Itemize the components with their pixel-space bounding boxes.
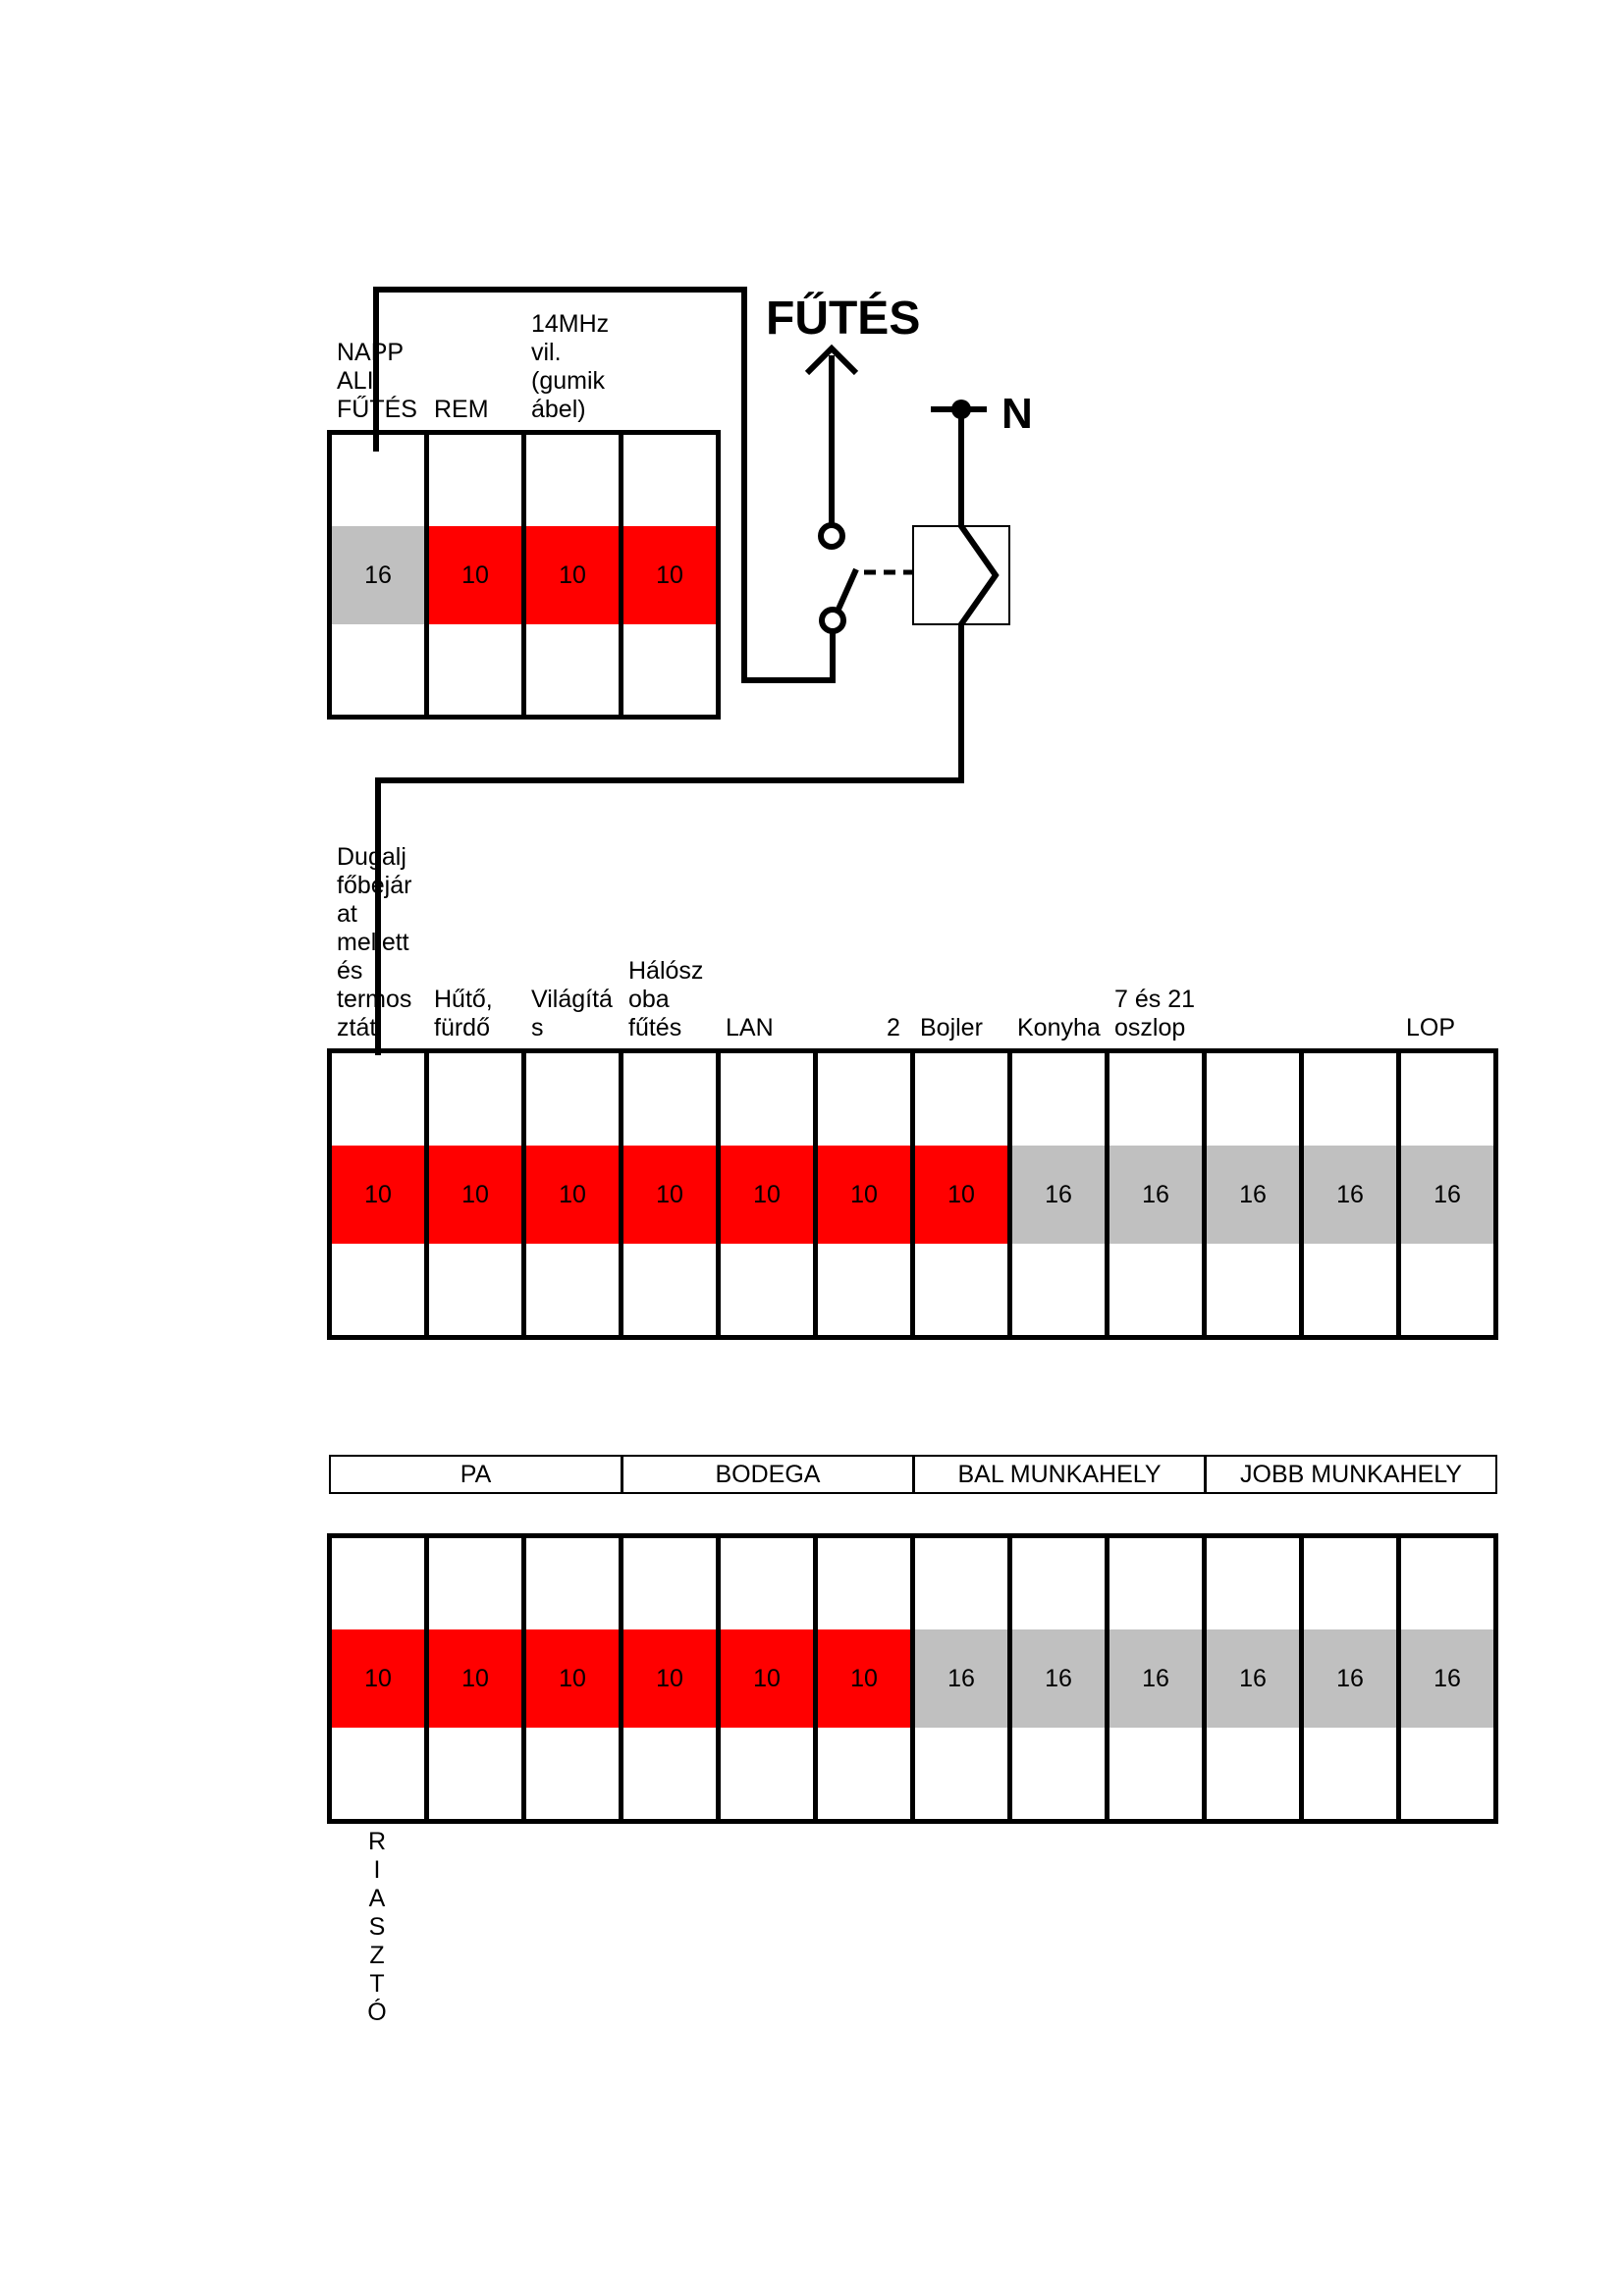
breaker-label: LOP [1406, 1014, 1456, 1041]
breaker-rating: 16 [1304, 1146, 1396, 1244]
group-jobb-munkahely: JOBB MUNKAHELY [1205, 1455, 1497, 1494]
breaker-label: REM [434, 396, 489, 423]
breaker-1 [327, 430, 429, 720]
breaker-rating: 16 [1401, 1146, 1493, 1244]
breaker-1 [327, 1533, 429, 1824]
breaker-4 [619, 1533, 721, 1824]
breaker-10 [1202, 1048, 1304, 1340]
breaker-rating: 16 [1207, 1629, 1299, 1728]
group-pa: PA [329, 1455, 622, 1494]
breaker-label: Bojler [920, 1014, 983, 1041]
breaker-2 [424, 430, 526, 720]
switch-terminal-top [821, 525, 842, 547]
breaker-rating: 10 [526, 526, 619, 624]
riaszto-letter: S [368, 1913, 386, 1941]
riaszto-letter: I [373, 1856, 381, 1884]
breaker-rating: 10 [818, 1146, 910, 1244]
breaker-12 [1396, 1048, 1498, 1340]
breaker-rating: 10 [623, 1629, 716, 1728]
breaker-rating: 10 [332, 1629, 424, 1728]
breaker-rating: 10 [429, 1629, 521, 1728]
breaker-label: LAN [726, 1014, 774, 1041]
neutral-terminal [951, 400, 971, 419]
breaker-6 [813, 1533, 915, 1824]
breaker-rating: 10 [429, 526, 521, 624]
breaker-rating: 16 [915, 1629, 1007, 1728]
breaker-3 [521, 1048, 623, 1340]
riaszto-letter: Z [369, 1942, 385, 1969]
breaker-rating: 16 [1012, 1629, 1105, 1728]
breaker-label: 14MHz vil. (gumik ábel) [531, 310, 610, 423]
breaker-3 [521, 1533, 623, 1824]
breaker-4 [619, 1048, 721, 1340]
riaszto-letter: T [369, 1970, 385, 1998]
breaker-11 [1299, 1048, 1401, 1340]
breaker-rating: 16 [332, 526, 424, 624]
breaker-1 [327, 1048, 429, 1340]
breaker-12 [1396, 1533, 1498, 1824]
breaker-rating: 16 [1304, 1629, 1396, 1728]
breaker-rating: 16 [1012, 1146, 1105, 1244]
breaker-label: Világítá s [531, 986, 613, 1041]
breaker-8 [1007, 1533, 1109, 1824]
breaker-5 [716, 1048, 818, 1340]
breaker-label: Dugalj főbejár at mellett és termos ztát [337, 843, 412, 1041]
breaker-3 [521, 430, 623, 720]
breaker-rating: 10 [623, 1146, 716, 1244]
breaker-label: Hálósz oba fűtés [628, 957, 704, 1041]
breaker-8 [1007, 1048, 1109, 1340]
breaker-label [628, 314, 756, 424]
breaker-7 [910, 1533, 1012, 1824]
breaker-label: 2 [887, 1014, 900, 1041]
breaker-11 [1299, 1533, 1401, 1824]
breaker-10 [1202, 1533, 1304, 1824]
breaker-rating: 16 [1109, 1629, 1202, 1728]
switch-terminal-bottom [822, 610, 843, 631]
breaker-2 [424, 1048, 526, 1340]
breaker-rating: 16 [1401, 1629, 1493, 1728]
group-bar [329, 1455, 1497, 1494]
heating-title: FŰTÉS [766, 293, 921, 345]
breaker-rating: 16 [1109, 1146, 1202, 1244]
breaker-7 [910, 1048, 1012, 1340]
riaszto-letter: A [368, 1885, 386, 1912]
breaker-rating: 10 [526, 1146, 619, 1244]
breaker-label: 7 és 21 oszlop [1114, 986, 1196, 1041]
breaker-9 [1105, 1533, 1207, 1824]
breaker-rating: 10 [721, 1629, 813, 1728]
breaker-5 [716, 1533, 818, 1824]
breaker-rating: 16 [1207, 1146, 1299, 1244]
breaker-rating: 10 [526, 1629, 619, 1728]
breaker-9 [1105, 1048, 1207, 1340]
breaker-label: Konyha [1017, 1014, 1101, 1041]
breaker-4 [619, 430, 721, 720]
breaker-rating: 10 [915, 1146, 1007, 1244]
breaker-2 [424, 1533, 526, 1824]
neutral-label: N [1001, 390, 1033, 438]
breaker-rating: 10 [721, 1146, 813, 1244]
breaker-rating: 10 [818, 1629, 910, 1728]
breaker-6 [813, 1048, 915, 1340]
breaker-rating: 10 [623, 526, 716, 624]
group-bodega: BODEGA [622, 1455, 913, 1494]
breaker-rating: 10 [429, 1146, 521, 1244]
breaker-label: NAPP ALI FŰTÉS [337, 339, 417, 423]
riaszto-letter: Ó [367, 1999, 387, 2026]
group-bal-munkahely: BAL MUNKAHELY [913, 1455, 1205, 1494]
breaker-label: Hűtő, fürdő [434, 986, 493, 1041]
breaker-rating: 10 [332, 1146, 424, 1244]
riaszto-letter: R [367, 1828, 387, 1855]
